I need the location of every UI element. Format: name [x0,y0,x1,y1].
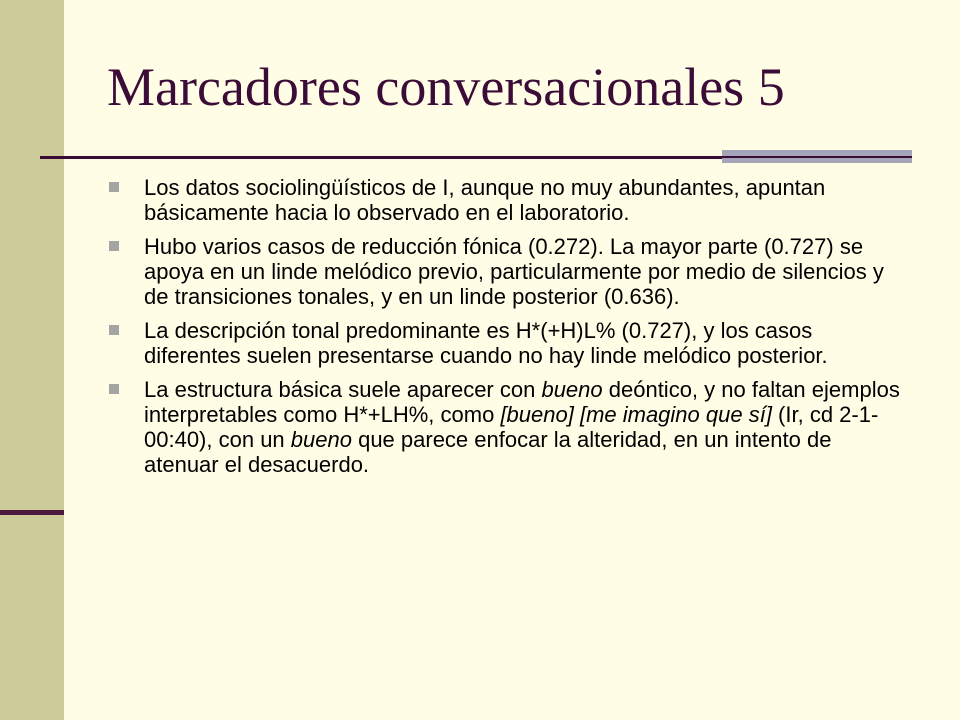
text-run: deóntico, y no faltan ejemplos interpretables como H*+LH%, como [144,377,900,427]
text-run: La estructura básica suele aparecer con [144,377,542,402]
text-run: Hubo varios casos de reducción fónica (0.272). La mayor parte (0.727) se apoya en un linde melódico previo, particularmente por medio de silencios y de transiciones tonales, y en un linde posterior (0.636). [144,234,884,309]
bullet-item [107,318,907,368]
text-run: (Ir, cd 2-1-00:40), con un [144,402,879,452]
square-bullet-icon [109,384,119,394]
text-run: que parece enfocar la alteridad, en un intento de atenuar el desacuerdo. [144,427,832,477]
bullet-text [144,377,900,477]
slide-title: Marcadores conversacionales 5 [107,57,785,117]
bullet-item [107,234,907,309]
italic-text-run: [bueno] [me imagino que sí] [500,402,772,427]
bullet-text [144,175,825,225]
italic-text-run: bueno [541,377,603,402]
italic-text-run: bueno [290,427,352,452]
text-run: Los datos sociolingüísticos de I, aunque no muy abundantes, apuntan básicamente hacia lo observado en el laboratorio. [144,175,826,225]
left-bar-accent-line [0,510,64,515]
bullet-list [107,175,907,486]
bullet-item [107,377,907,477]
left-decorative-bar [0,0,64,720]
title-divider-accent-line [722,156,912,158]
square-bullet-icon [109,325,119,335]
square-bullet-icon [109,241,119,251]
square-bullet-icon [109,182,119,192]
text-run: La descripción tonal predominante es H*(+H)L% (0.727), y los casos diferentes suelen presentarse cuando no hay linde melódico posterior. [144,318,828,368]
bullet-text [144,234,884,309]
bullet-item [107,175,907,225]
bullet-text [144,318,828,368]
